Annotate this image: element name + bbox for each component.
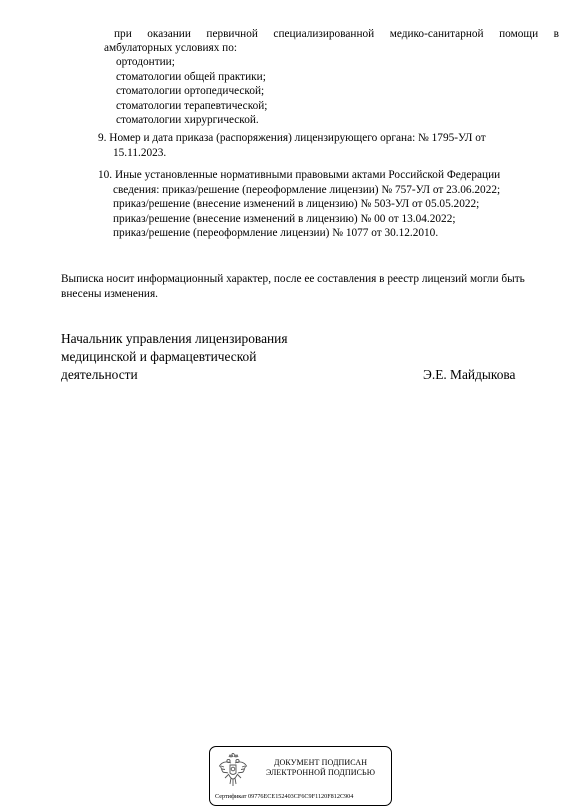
stamp-title-line2: ЭЛЕКТРОННОЙ ПОДПИСЬЮ	[266, 768, 376, 777]
disclaimer-text: Выписка носит информационный характер, после ее составления в реестр лицензий могли быть внесены изменения.	[61, 273, 525, 300]
order-number-line: 9. Номер и дата приказа (распоряжения) лицензирующего органа: № 1795-УЛ от	[98, 132, 486, 144]
signer-name: Э.Е. Майдыкова	[423, 367, 516, 382]
stamp-title-line1: ДОКУМЕНТ ПОДПИСАН	[274, 758, 368, 767]
certificate-id: Сертификат 09776ECE152403CF6C9F1120F812C904	[215, 793, 354, 800]
licensed-activity-intro: при оказании первичной специализированной медико-санитарной помощи в	[114, 28, 559, 40]
other-info-line: сведения: приказ/решение (переоформление лицензии) № 757-УЛ от 23.06.2022;	[113, 183, 501, 196]
signer-position-line: Начальник управления лицензирования	[61, 331, 288, 346]
licensed-activity-intro-cont: амбулаторных условиях по:	[104, 42, 238, 54]
e-signature-stamp	[209, 746, 392, 806]
order-date-line: 15.11.2023.	[113, 146, 167, 159]
signer-position-line: медицинской и фармацевтической	[61, 349, 257, 364]
service-item: стоматологии ортопедической;	[116, 85, 265, 97]
other-info-line: приказ/решение (внесение изменений в лицензию) № 00 от 13.04.2022;	[113, 212, 456, 225]
service-item: стоматологии терапевтической;	[116, 99, 268, 112]
coat-of-arms-icon	[218, 753, 248, 789]
other-info-line: приказ/решение (внесение изменений в лицензию) № 503-УЛ от 05.05.2022;	[113, 198, 480, 210]
other-info-line: приказ/решение (переоформление лицензии) № 1077 от 30.12.2010.	[113, 227, 439, 239]
signer-position-line: деятельности	[61, 367, 138, 382]
other-info-heading: 10. Иные установленные нормативными правовыми актами Российской Федерации	[98, 169, 501, 181]
service-item: стоматологии хирургической.	[116, 114, 259, 126]
service-item: ортодонтии;	[116, 56, 175, 68]
service-item: стоматологии общей практики;	[116, 70, 266, 83]
